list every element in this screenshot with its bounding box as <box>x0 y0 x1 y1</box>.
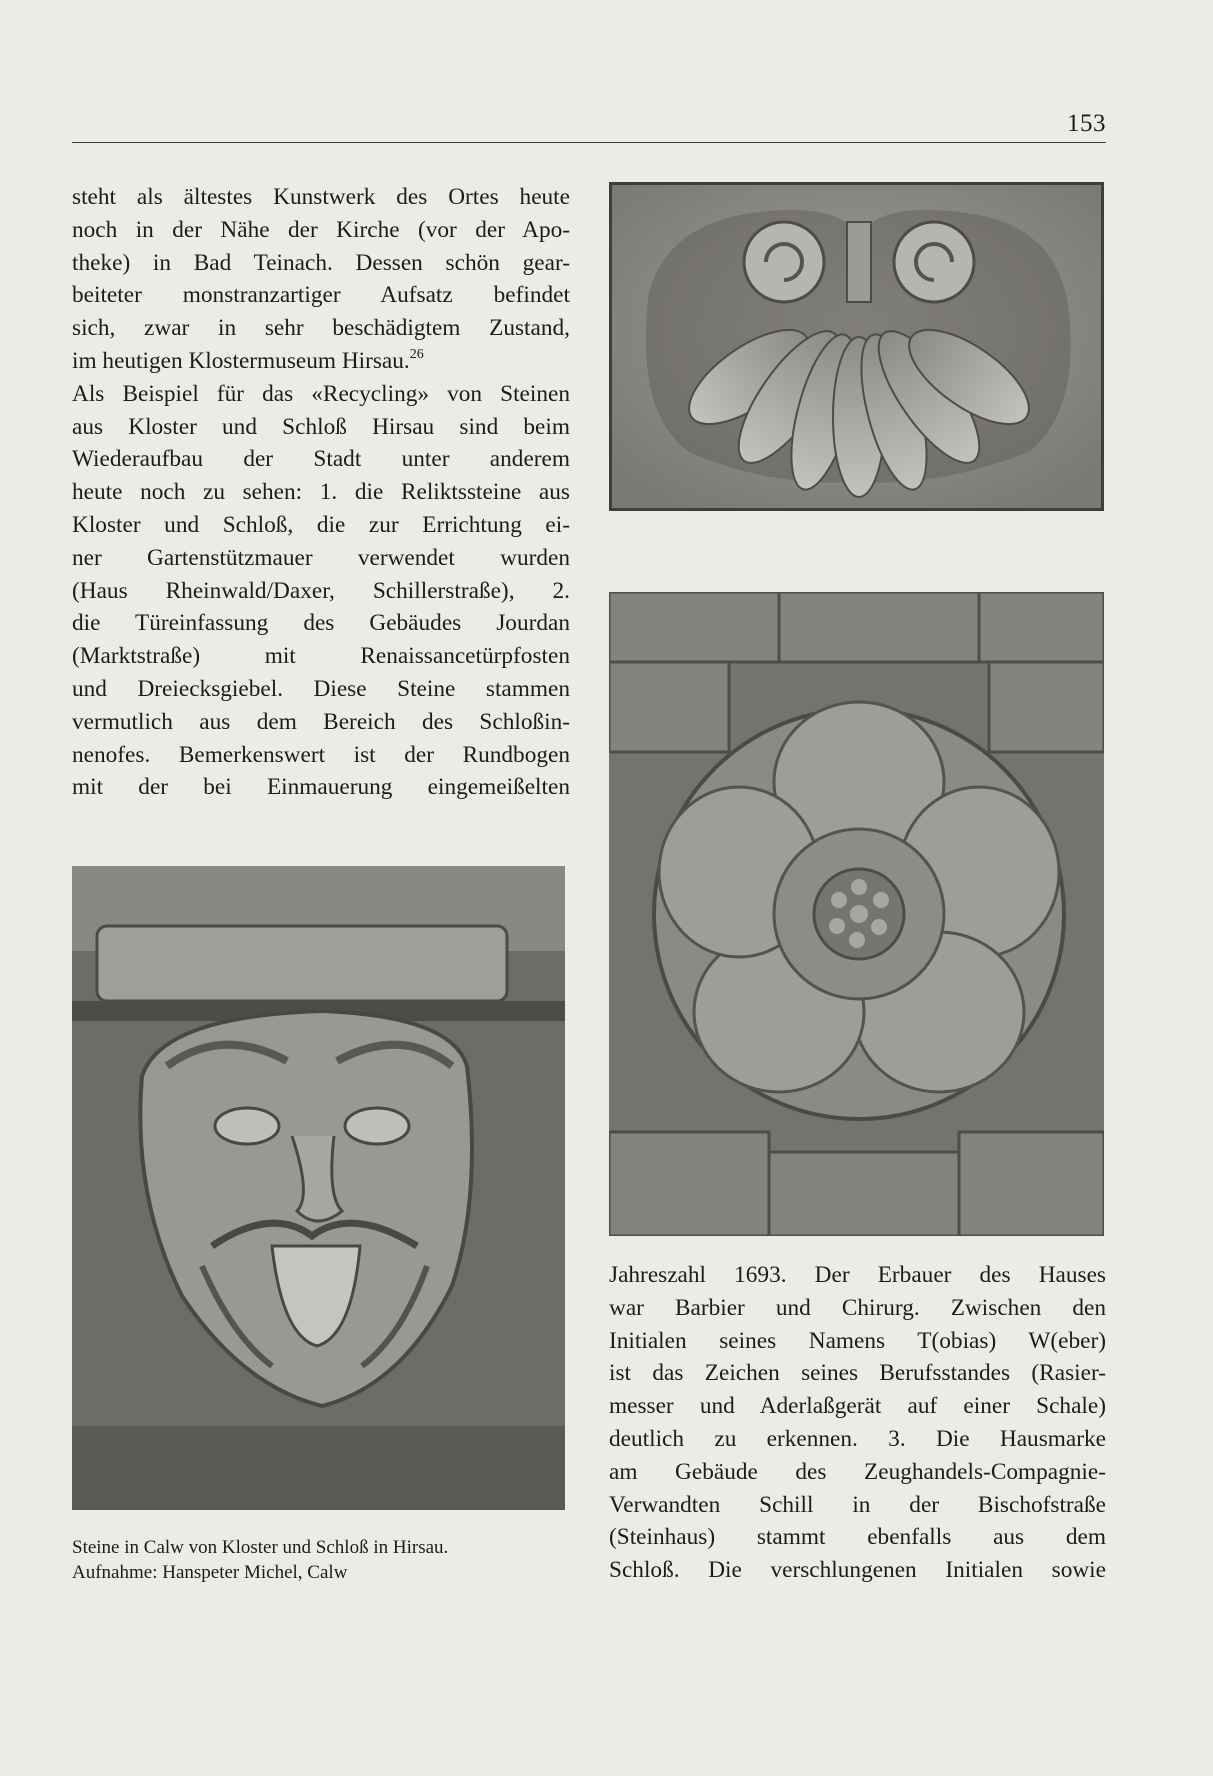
text-line: Jahreszahl 1693. Der Erbauer des Hauses <box>609 1262 1106 1288</box>
text-line: Kloster und Schloß, die zur Errichtung ei- <box>72 511 570 538</box>
photo-caption <box>72 1535 592 1585</box>
text-line: messer und Aderlaßgerät auf einer Schale) <box>609 1393 1106 1420</box>
caption-line-1: Steine in Calw von Kloster und Schloß in Hirsau. <box>72 1537 449 1558</box>
text-line: deutlich zu erkennen. 3. Die Hausmarke <box>609 1425 1106 1452</box>
text-line: vermutlich aus dem Bereich des Schloßin- <box>72 708 570 735</box>
text-line: noch in der Nähe der Kirche (vor der Apo- <box>72 216 570 243</box>
text-line-content: im heutigen Klostermuseum Hirsau. <box>72 347 410 374</box>
text-line: steht als ältestes Kunstwerk des Ortes heute <box>72 184 570 210</box>
text-line: Schloß. Die verschlungenen Initialen sowie <box>609 1557 1106 1584</box>
text-line: theke) in Bad Teinach. Dessen schön gear- <box>72 249 570 276</box>
text-line: aus Kloster und Schloß Hirsau sind beim <box>72 413 570 440</box>
caption-line-2: Aufnahme: Hanspeter Michel, Calw <box>72 1562 348 1583</box>
header-rule <box>72 142 1106 143</box>
text-line: am Gebäude des Zeughandels-Compagnie- <box>609 1458 1106 1485</box>
text-line: beiteter monstranzartiger Aufsatz befindet <box>72 282 570 309</box>
photo-stone-rose <box>609 592 1104 1236</box>
text-line: heute noch zu sehen: 1. die Reliktssteine aus <box>72 479 570 506</box>
photo-stone-mask <box>72 866 565 1510</box>
text-line: ist das Zeichen seines Berufsstandes (Rasier- <box>609 1360 1106 1387</box>
text-line: mit der bei Einmauerung eingemeißelten <box>72 774 570 801</box>
text-line: Initialen seines Namens T(obias) W(eber) <box>609 1327 1106 1354</box>
text-line: Verwandten Schill in der Bischofstraße <box>609 1491 1106 1518</box>
page-number: 153 <box>1067 110 1106 137</box>
text-line: sich, zwar in sehr beschädigtem Zustand, <box>72 315 570 342</box>
text-line: (Marktstraße) mit Renaissancetürpfosten <box>72 643 570 670</box>
photo-shell-ornament <box>609 182 1104 511</box>
text-line: (Steinhaus) stammt ebenfalls aus dem <box>609 1524 1106 1551</box>
text-line: Als Beispiel für das «Recycling» von Steinen <box>72 380 570 407</box>
left-column-text <box>72 181 570 804</box>
text-line: die Türeinfassung des Gebäudes Jourdan <box>72 610 570 637</box>
text-line: und Dreiecksgiebel. Diese Steine stammen <box>72 675 570 702</box>
footnote-reference: 26 <box>409 346 424 362</box>
text-line: nenofes. Bemerkenswert ist der Rundbogen <box>72 741 570 768</box>
text-line: war Barbier und Chirurg. Zwischen den <box>609 1294 1106 1321</box>
text-line: Wiederaufbau der Stadt unter anderem <box>72 446 570 473</box>
text-line: ner Gartenstützmauer verwendet wurden <box>72 544 570 571</box>
right-column-text <box>609 1259 1106 1587</box>
text-line <box>72 345 570 378</box>
text-line: (Haus Rheinwald/Daxer, Schillerstraße), 2. <box>72 577 570 604</box>
